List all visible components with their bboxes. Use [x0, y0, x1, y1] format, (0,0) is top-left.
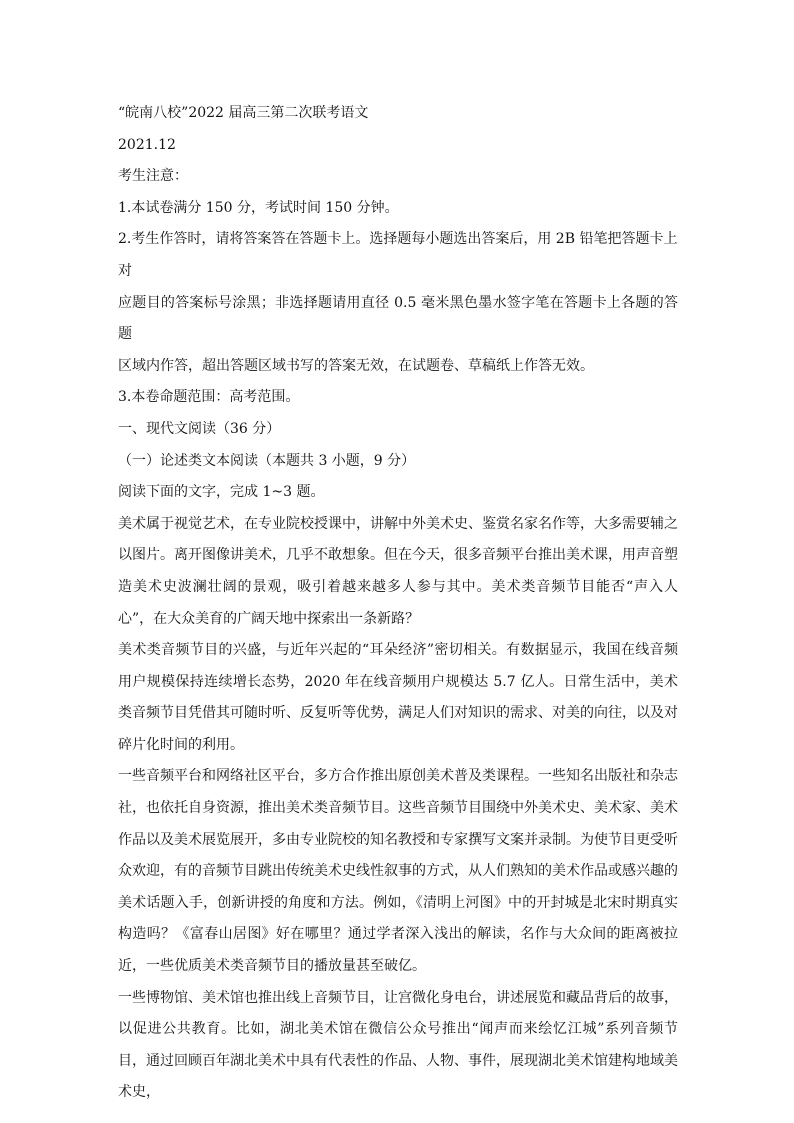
notice-item-1: 1.本试卷满分 150 分，考试时间 150 分钟。 [118, 199, 399, 216]
notice-item-2-line-3: 应题目的答案标号涂黑；非选择题请用直径 0.5 毫米黑色墨水签字笔在答题卡上各题的答题 [118, 294, 678, 343]
section-title: 一、现代文阅读（36 分） [118, 420, 281, 437]
document-body [118, 98, 678, 1109]
passage-paragraph-1: 美术属于视觉艺术，在专业院校授课中，讲解中外美术史、鉴赏名家名作等，大多需要辅之以图片。离开图像讲美术，几乎不敢想象。但在今天，很多音频平台推出美术课，用声音塑造美术史波澜壮阔的景观，吸引着越来越多人参与其中。美术类音频节目能否“声入人心”，在大众美育的广阔天地中探索出一条新路？ [118, 515, 678, 627]
notice-item-3: 3.本卷命题范围：高考范围。 [118, 389, 300, 406]
reading-instruction: 阅读下面的文字，完成 1~3 题。 [118, 484, 325, 501]
section-subtitle: （一）论述类文本阅读（本题共 3 小题，9 分） [118, 452, 416, 469]
passage-paragraph-2: 美术类音频节目的兴盛，与近年兴起的“耳朵经济”密切相关。有数据显示，我国在线音频用户规模保持连续增长态势，2020 年在线音频用户规模达 5.7 亿人。日常生活中，美术类音频节目凭借其可随时听、反复听等优势，满足人们对知识的需求、对美的向往，以及对碎片化时间的利用。 [118, 642, 678, 753]
exam-title: “皖南八校”2022 届高三第二次联考语文 [118, 105, 369, 121]
exam-date: 2021.12 [118, 136, 176, 153]
notice-item-2-line-2: 对 [118, 262, 132, 279]
notice-heading: 考生注意： [118, 168, 188, 185]
notice-item-2-line-1: 2.考生作答时，请将答案答在答题卡上。选择题每小题选出答案后，用 2B 铅笔把答题卡上 [118, 231, 678, 248]
notice-item-2-line-4: 区域内作答，超出答题区域书写的答案无效，在试题卷、草稿纸上作答无效。 [118, 357, 594, 374]
passage-paragraph-3: 一些音频平台和网络社区平台，多方合作推出原创美术普及类课程。一些知名出版社和杂志社，也依托自身资源，推出美术类音频节目。这些音频节目围绕中外美术史、美术家、美术作品以及美术展览展开，多由专业院校的知名教授和专家撰写文案并录制。为使节目更受听众欢迎，有的音频节目跳出传统美术史线性叙事的方式，从人们熟知的美术作品或感兴趣的美术话题入手，创新讲授的角度和方法。例如，《清明上河图》中的开封城是北宋时期真实构造吗？《富春山居图》好在哪里？通过学者深入浅出的解读，名作与大众间的距离被拉近，一些优质美术类音频节目的播放量甚至破亿。 [118, 768, 678, 975]
passage-paragraph-4: 一些博物馆、美术馆也推出线上音频节目，让宫微化身电台，讲述展览和藏品背后的故事，以促进公共教育。比如，湖北美术馆在微信公众号推出“闻声而来绘忆江城”系列音频节目，通过回顾百年湖北美术中具有代表性的作品、人物、事件，展现湖北美术馆建构地域美术史， [118, 989, 678, 1101]
